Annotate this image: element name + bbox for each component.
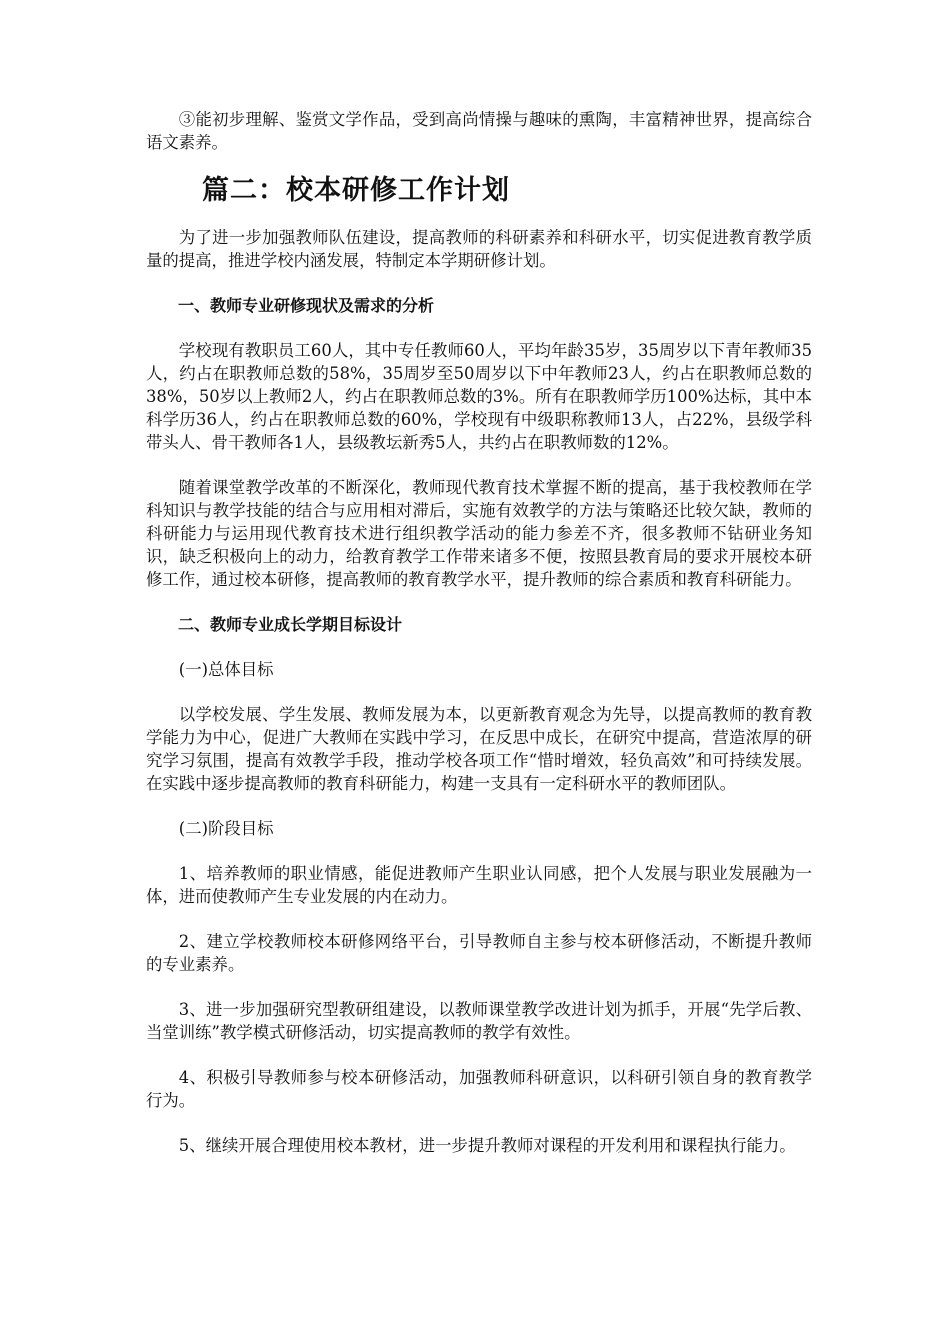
sub-heading-overall-goal: (一)总体目标 xyxy=(178,660,274,679)
intro-paragraph: ③能初步理解、鉴赏文学作品，受到高尚情操与趣味的熏陶，丰富精神世界，提高综合语文素养。 xyxy=(146,110,812,152)
section-title: 篇二：校本研修工作计划 xyxy=(202,175,510,206)
document-page xyxy=(146,108,812,1157)
needs-paragraph: 随着课堂教学改革的不断深化，教师现代教育技术掌握不断的提高，基于我校教师在学科知识与教学技能的结合与应用相对滞后，实施有效教学的方法与策略还比较欠缺，教师的科研能力与运用现代教育技术进行组织教学活动的能力参差不齐，很多教师不钻研业务知识，缺乏积极向上的动力，给教育教学工作带来诸多不便，按照县教育局的要求开展校本研修工作，通过校本研修，提高教师的教育教学水平，提升教师的综合素质和教育科研能力。 xyxy=(146,478,812,589)
overall-goal-paragraph: 以学校发展、学生发展、教师发展为本，以更新教育观念为先导，以提高教师的教育教学能力为中心，促进广大教师在实践中学习，在反思中成长，在研究中提高，营造浓厚的研究学习氛围，提高有效教学手段，推动学校各项工作“惜时增效，轻负高效”和可持续发展。在实践中逐步提高教师的教育科研能力，构建一支具有一定科研水平的教师团队。 xyxy=(146,705,812,793)
stage-goal-item: 5、继续开展合理使用校本教材，进一步提升教师对课程的开发利用和课程执行能力。 xyxy=(178,1136,796,1155)
heading-goal-design: 二、教师专业成长学期目标设计 xyxy=(178,615,403,634)
preface-paragraph: 为了进一步加强教师队伍建设，提高教师的科研素养和科研水平，切实促进教育教学质量的提高，推进学校内涵发展，特制定本学期研修计划。 xyxy=(146,228,812,270)
stage-goal-item: 2、建立学校教师校本研修网络平台，引导教师自主参与校本研修活动，不断提升教师的专业素养。 xyxy=(146,932,812,974)
stage-goal-item: 1、培养教师的职业情感，能促进教师产生职业认同感，把个人发展与职业发展融为一体，进而使教师产生专业发展的内在动力。 xyxy=(146,864,812,906)
stage-goal-item: 3、进一步加强研究型教研组建设，以教师课堂教学改进计划为抓手，开展“先学后教、当堂训练”教学模式研修活动，切实提高教师的教学有效性。 xyxy=(146,1000,812,1042)
stage-goal-item: 4、积极引导教师参与校本研修活动，加强教师科研意识，以科研引领自身的教育教学行为。 xyxy=(146,1068,812,1110)
heading-status-analysis: 一、教师专业研修现状及需求的分析 xyxy=(178,296,435,315)
status-paragraph: 学校现有教职员工60人，其中专任教师60人，平均年龄35岁，35周岁以下青年教师35人，约占在职教师总数的58%，35周岁至50周岁以下中年教师23人，约占在职教师总数的38%，50岁以上教师2人，约占在职教师总数的3%。所有在职教师学历100%达标，其中本科学历36人，约占在职教师总数的60%，学校现有中级职称教师13人，占22%，县级学科带头人、骨干教师各1人，县级教坛新秀5人，共约占在职教师数的12%。 xyxy=(146,341,812,452)
sub-heading-stage-goal: (二)阶段目标 xyxy=(178,819,274,838)
